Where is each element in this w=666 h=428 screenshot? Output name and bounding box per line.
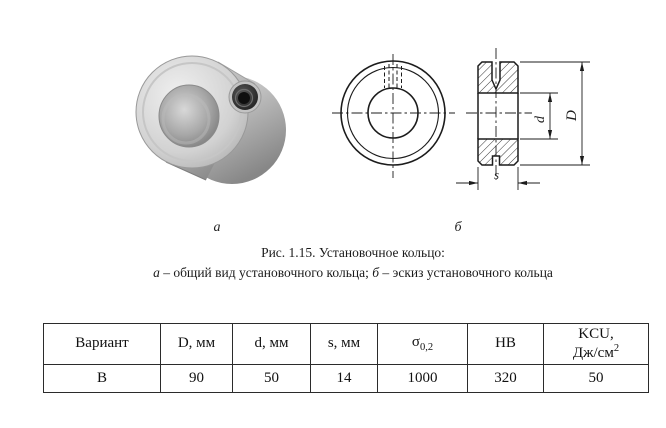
table-data-row — [44, 365, 649, 393]
table-header-row — [44, 324, 649, 365]
arrow-down-icon — [548, 130, 552, 139]
legend-b-text: – эскиз установочного кольца — [379, 265, 553, 280]
cell-kcu: 50 — [544, 365, 649, 393]
header-variant: Вариант — [44, 324, 161, 365]
parameters-table — [43, 323, 649, 393]
header-s: s, мм — [311, 324, 378, 365]
header-d: d, мм — [233, 324, 311, 365]
sketch-label: б — [454, 220, 462, 235]
dimension-D — [520, 62, 590, 165]
photo-label: а — [213, 220, 221, 235]
dimension-d — [520, 93, 558, 139]
section-view — [466, 48, 532, 180]
dim-label-d: d — [533, 116, 548, 123]
header-hb: НВ — [468, 324, 544, 365]
collar-photo — [128, 34, 288, 208]
arrow-left-icon — [518, 181, 527, 185]
set-screw — [229, 81, 261, 113]
collar-sketch — [318, 28, 618, 220]
cell-hb: 320 — [468, 365, 544, 393]
legend-b-label: б — [372, 265, 380, 280]
dim-label-s: s — [494, 167, 500, 182]
header-D: D, мм — [161, 324, 233, 365]
section-bottom-block — [478, 139, 518, 165]
cell-s: 14 — [311, 365, 378, 393]
legend-a-label: а — [153, 265, 160, 280]
arrow-up-icon — [548, 93, 552, 102]
header-sigma: $\sigma_{0,2}$ — [378, 324, 468, 365]
section-top-block — [478, 62, 518, 93]
figure-caption-legend — [40, 265, 666, 281]
arrow-up-icon — [580, 62, 584, 71]
dimension-s — [456, 167, 540, 190]
collar-body — [136, 56, 286, 184]
cell-variant: В — [44, 365, 161, 393]
cell-sigma: 1000 — [378, 365, 468, 393]
legend-a-text: – общий вид установочного кольца; — [159, 265, 373, 280]
header-kcu: KCU, $Дж/см^2$ — [544, 324, 649, 365]
dim-label-D: D — [564, 110, 580, 121]
cell-d: 50 — [233, 365, 311, 393]
figure-caption-title: Рис. 1.15. Установочное кольцо: — [261, 245, 445, 260]
arrow-right-icon — [469, 181, 478, 185]
front-view — [332, 54, 455, 178]
cell-D: 90 — [161, 365, 233, 393]
arrow-down-icon — [580, 156, 584, 165]
